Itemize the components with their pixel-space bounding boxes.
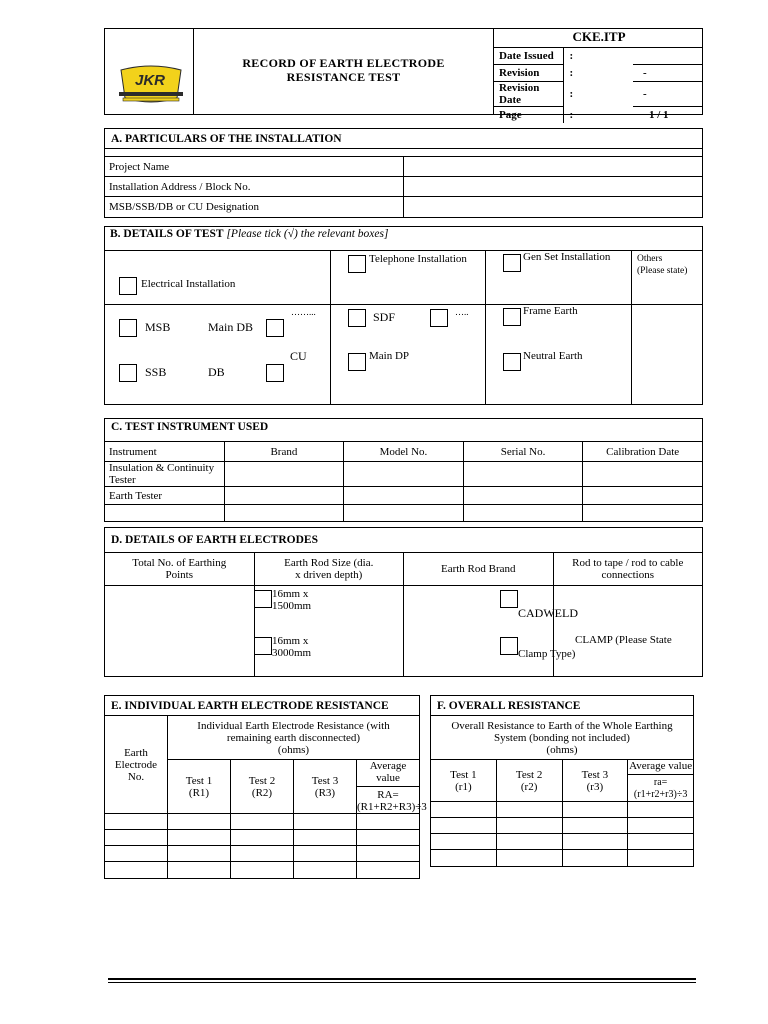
e-row2-t2[interactable] xyxy=(231,830,294,846)
page-sep: : xyxy=(569,108,574,121)
col-test2-R2 xyxy=(231,760,294,814)
serial-cell-1[interactable] xyxy=(463,462,583,487)
instrument-row-3[interactable] xyxy=(105,505,225,522)
jkr-logo xyxy=(115,64,187,110)
f-row2-avg[interactable] xyxy=(628,818,694,834)
individual-resistance-l1: Individual Earth Electrode Resistance (with xyxy=(197,719,390,732)
e-row3-avg[interactable] xyxy=(357,846,420,862)
others-line1: Others xyxy=(637,254,663,264)
page-label: Page xyxy=(493,106,563,123)
calibration-cell-1[interactable] xyxy=(583,462,703,487)
col-rod-brand: Earth Rod Brand xyxy=(404,553,554,586)
cu-label: CU xyxy=(290,349,307,363)
date-issued-label: Date Issued xyxy=(493,47,563,64)
page-title xyxy=(194,56,493,84)
revision-value: - xyxy=(633,64,703,81)
brand-cell-1[interactable] xyxy=(224,462,344,487)
col-test3-r3 xyxy=(562,760,628,802)
revision-sep: : xyxy=(569,66,574,79)
section-a-table xyxy=(104,128,703,218)
f-row3-t2[interactable] xyxy=(496,834,562,850)
f-row3-t1[interactable] xyxy=(431,834,497,850)
section-b-col3-divider xyxy=(631,250,632,405)
designation-label: MSB/SSB/DB or CU Designation xyxy=(105,197,404,218)
section-f-table xyxy=(430,695,694,867)
e-row4-t2[interactable] xyxy=(231,862,294,879)
e-row3-t1[interactable] xyxy=(168,846,231,862)
main-dp-checkbox[interactable] xyxy=(348,353,366,371)
col-rod-size xyxy=(254,553,404,586)
f-row4-t2[interactable] xyxy=(496,850,562,867)
sdf-other-checkbox[interactable] xyxy=(430,309,448,327)
db-label: DB xyxy=(208,365,225,379)
e-row3-t2[interactable] xyxy=(231,846,294,862)
clamp-label-l2: Clamp Type) xyxy=(518,648,576,660)
f-row3-t3[interactable] xyxy=(562,834,628,850)
page-value: 1 / 1 xyxy=(633,106,703,123)
doc-code: CKE.ITP xyxy=(493,28,703,47)
section-e-title: E. INDIVIDUAL EARTH ELECTRODE RESISTANCE xyxy=(105,696,420,716)
ssb-checkbox[interactable] xyxy=(119,364,137,382)
revision-label: Revision xyxy=(493,64,563,81)
e-row4-no[interactable] xyxy=(105,862,168,879)
sdf-label: SDF xyxy=(373,310,396,324)
section-c-table xyxy=(104,418,703,522)
total-points-cell[interactable] xyxy=(105,586,255,677)
e-row1-t2[interactable] xyxy=(231,814,294,830)
title-line2: RESISTANCE TEST xyxy=(286,70,401,84)
col-brand: Brand xyxy=(224,442,344,462)
footer-rule xyxy=(108,978,696,983)
f-row4-t1[interactable] xyxy=(431,850,497,867)
col-test1-R1-l1: Test 1 xyxy=(185,774,213,787)
instrument-row-1: Insulation & Continuity Tester xyxy=(105,462,225,487)
project-name-field[interactable] xyxy=(404,157,703,177)
f-row2-t3[interactable] xyxy=(562,818,628,834)
brand-cell-2[interactable] xyxy=(224,487,344,505)
individual-resistance-header xyxy=(168,716,420,760)
section-c-title: C. TEST INSTRUMENT USED xyxy=(105,419,703,442)
section-b-title-row xyxy=(110,228,388,240)
col-connections: Rod to tape / rod to cable connections xyxy=(553,553,703,586)
e-row3-no[interactable] xyxy=(105,846,168,862)
doc-info-table xyxy=(493,28,703,123)
overall-resistance-header xyxy=(431,716,694,760)
section-b-row-divider xyxy=(104,304,703,305)
col-test1-r1 xyxy=(431,760,497,802)
rod-3000-checkbox[interactable] xyxy=(254,637,272,655)
neutral-earth-checkbox[interactable] xyxy=(503,353,521,371)
col-test1-r1-l1: Test 1 xyxy=(450,768,477,781)
col-total-points-l2: Points xyxy=(165,569,193,581)
individual-resistance-l3: (ohms) xyxy=(277,743,310,756)
col-electrode-no xyxy=(105,716,168,814)
serial-cell-2[interactable] xyxy=(463,487,583,505)
overall-resistance-l3: (ohms) xyxy=(546,743,578,756)
dots-2: ….. xyxy=(455,307,469,317)
col-test1-R1-l2: (R1) xyxy=(188,786,210,799)
f-row1-t1[interactable] xyxy=(431,802,497,818)
f-row1-t3[interactable] xyxy=(562,802,628,818)
genset-installation-label: Gen Set Installation xyxy=(523,251,611,263)
f-row2-t2[interactable] xyxy=(496,818,562,834)
cadweld-checkbox[interactable] xyxy=(500,590,518,608)
col-test3-r3-l1: Test 3 xyxy=(581,768,609,781)
e-row4-avg[interactable] xyxy=(357,862,420,879)
e-row4-t1[interactable] xyxy=(168,862,231,879)
f-row2-t1[interactable] xyxy=(431,818,497,834)
col-average-ra-label: Average value xyxy=(628,760,693,775)
section-b-title-divider xyxy=(104,250,703,251)
e-row1-no[interactable] xyxy=(105,814,168,830)
rod-3000-label xyxy=(272,635,311,659)
f-row1-avg[interactable] xyxy=(628,802,694,818)
instrument-row-2: Earth Tester xyxy=(105,487,225,505)
telephone-installation-checkbox[interactable] xyxy=(348,255,366,273)
col-average-ra-formula: ra=(r1+r2+r3)÷3 xyxy=(633,777,688,800)
col-average-RA-formula: RA=(R1+R2+R3)÷3 xyxy=(357,789,427,813)
genset-installation-checkbox[interactable] xyxy=(503,254,521,272)
revision-date-label: Revision Date xyxy=(493,81,563,106)
section-d-table xyxy=(104,527,703,677)
calibration-cell-2[interactable] xyxy=(583,487,703,505)
col-test3-R3-l2: (R3) xyxy=(314,786,336,799)
f-row4-t3[interactable] xyxy=(562,850,628,867)
others-label xyxy=(637,253,687,277)
section-b-note: [Please tick (√) the relevant boxes] xyxy=(226,228,389,240)
project-name-label: Project Name xyxy=(105,157,404,177)
installation-address-field[interactable] xyxy=(404,177,703,197)
date-issued-value xyxy=(633,47,703,64)
col-average-RA xyxy=(357,760,427,814)
rod-3000-l2: 3000mm xyxy=(272,647,312,659)
f-row4-avg[interactable] xyxy=(628,850,694,867)
section-b-title: B. DETAILS OF TEST xyxy=(110,228,224,240)
connections-cell xyxy=(553,586,703,677)
main-dp-label: Main DP xyxy=(369,350,410,362)
dots-1: ……... xyxy=(291,307,316,317)
col-calibration: Calibration Date xyxy=(583,442,703,462)
individual-resistance-l2: remaining earth disconnected) xyxy=(226,731,361,744)
col-average-RA-label: Average value xyxy=(357,760,419,787)
section-e-table xyxy=(104,695,427,879)
overall-resistance-l1: Overall Resistance to Earth of the Whole Earthing xyxy=(451,719,673,732)
msb-label: MSB xyxy=(145,320,171,334)
cadweld-label: CADWELD xyxy=(518,606,578,620)
model-cell-3[interactable] xyxy=(344,505,464,522)
clamp-checkbox[interactable] xyxy=(500,637,518,655)
ssb-label: SSB xyxy=(145,365,167,379)
col-test1-r1-l2: (r1) xyxy=(455,780,472,793)
col-test3-R3-l1: Test 3 xyxy=(311,774,339,787)
neutral-earth-label: Neutral Earth xyxy=(523,350,583,362)
logo-text: JKR xyxy=(135,72,166,89)
e-row2-avg[interactable] xyxy=(357,830,420,846)
rod-1500-l2: 1500mm xyxy=(272,600,312,612)
e-row4-t3[interactable] xyxy=(294,862,357,879)
e-row2-t3[interactable] xyxy=(294,830,357,846)
col-instrument: Instrument xyxy=(105,442,225,462)
electrical-installation-label: Electrical Installation xyxy=(141,278,236,290)
col-electrode-no-l1: Earth xyxy=(124,746,148,759)
col-test1-R1 xyxy=(168,760,231,814)
date-issued-sep: : xyxy=(569,49,574,62)
col-electrode-no-l2: Electrode xyxy=(114,758,158,771)
rod-brand-cell[interactable] xyxy=(404,586,554,677)
cu-checkbox[interactable] xyxy=(266,364,284,382)
section-b-col2-divider xyxy=(485,250,486,405)
model-cell-1[interactable] xyxy=(344,462,464,487)
col-test2-r2-l1: Test 2 xyxy=(515,768,543,781)
brand-cell-3[interactable] xyxy=(224,505,344,522)
rod-1500-l1: 16mm x xyxy=(272,588,309,600)
serial-cell-3[interactable] xyxy=(463,505,583,522)
msb-checkbox[interactable] xyxy=(119,319,137,337)
col-total-points xyxy=(105,553,255,586)
col-test2-R2-l1: Test 2 xyxy=(248,774,276,787)
col-total-points-l1: Total No. of Earthing xyxy=(132,557,227,569)
col-test2-R2-l2: (R2) xyxy=(251,786,273,799)
col-test2-r2-l2: (r2) xyxy=(520,780,538,793)
main-db-checkbox[interactable] xyxy=(266,319,284,337)
section-a-title: A. PARTICULARS OF THE INSTALLATION xyxy=(105,129,703,149)
section-f-title: F. OVERALL RESISTANCE xyxy=(431,696,694,716)
revision-date-sep: : xyxy=(569,87,574,100)
col-serial: Serial No. xyxy=(463,442,583,462)
e-row1-avg[interactable] xyxy=(357,814,420,830)
e-row1-t1[interactable] xyxy=(168,814,231,830)
rod-1500-label xyxy=(272,588,311,612)
e-row3-t3[interactable] xyxy=(294,846,357,862)
e-row2-no[interactable] xyxy=(105,830,168,846)
overall-resistance-l2: System (bonding not included) xyxy=(494,731,630,744)
main-db-label: Main DB xyxy=(208,320,253,334)
col-electrode-no-l3: No. xyxy=(127,770,145,783)
col-rod-size-l2: x driven depth) xyxy=(295,569,363,581)
f-row1-t2[interactable] xyxy=(496,802,562,818)
title-line1: RECORD OF EARTH ELECTRODE xyxy=(242,56,445,70)
col-average-ra xyxy=(628,760,694,802)
rod-3000-l1: 16mm x xyxy=(272,635,309,647)
sdf-checkbox[interactable] xyxy=(348,309,366,327)
installation-address-label: Installation Address / Block No. xyxy=(105,177,404,197)
e-row2-t1[interactable] xyxy=(168,830,231,846)
section-b-col1-divider xyxy=(330,250,331,405)
model-cell-2[interactable] xyxy=(344,487,464,505)
col-rod-size-l1: Earth Rod Size (dia. xyxy=(284,557,374,569)
electrical-installation-checkbox[interactable] xyxy=(119,277,137,295)
section-d-title: D. DETAILS OF EARTH ELECTRODES xyxy=(105,528,703,553)
clamp-label-l1: CLAMP (Please State xyxy=(575,634,672,646)
calibration-cell-3[interactable] xyxy=(583,505,703,522)
col-model: Model No. xyxy=(344,442,464,462)
col-test3-R3 xyxy=(294,760,357,814)
telephone-installation-label: Telephone Installation xyxy=(369,253,467,265)
f-row3-avg[interactable] xyxy=(628,834,694,850)
e-row1-t3[interactable] xyxy=(294,814,357,830)
others-line2: (Please state) xyxy=(637,266,688,276)
revision-date-value: - xyxy=(633,81,703,106)
frame-earth-checkbox[interactable] xyxy=(503,308,521,326)
rod-1500-checkbox[interactable] xyxy=(254,590,272,608)
frame-earth-label: Frame Earth xyxy=(523,305,578,317)
col-test3-r3-l2: (r3) xyxy=(586,780,604,793)
col-test2-r2 xyxy=(496,760,562,802)
designation-field[interactable] xyxy=(404,197,703,218)
